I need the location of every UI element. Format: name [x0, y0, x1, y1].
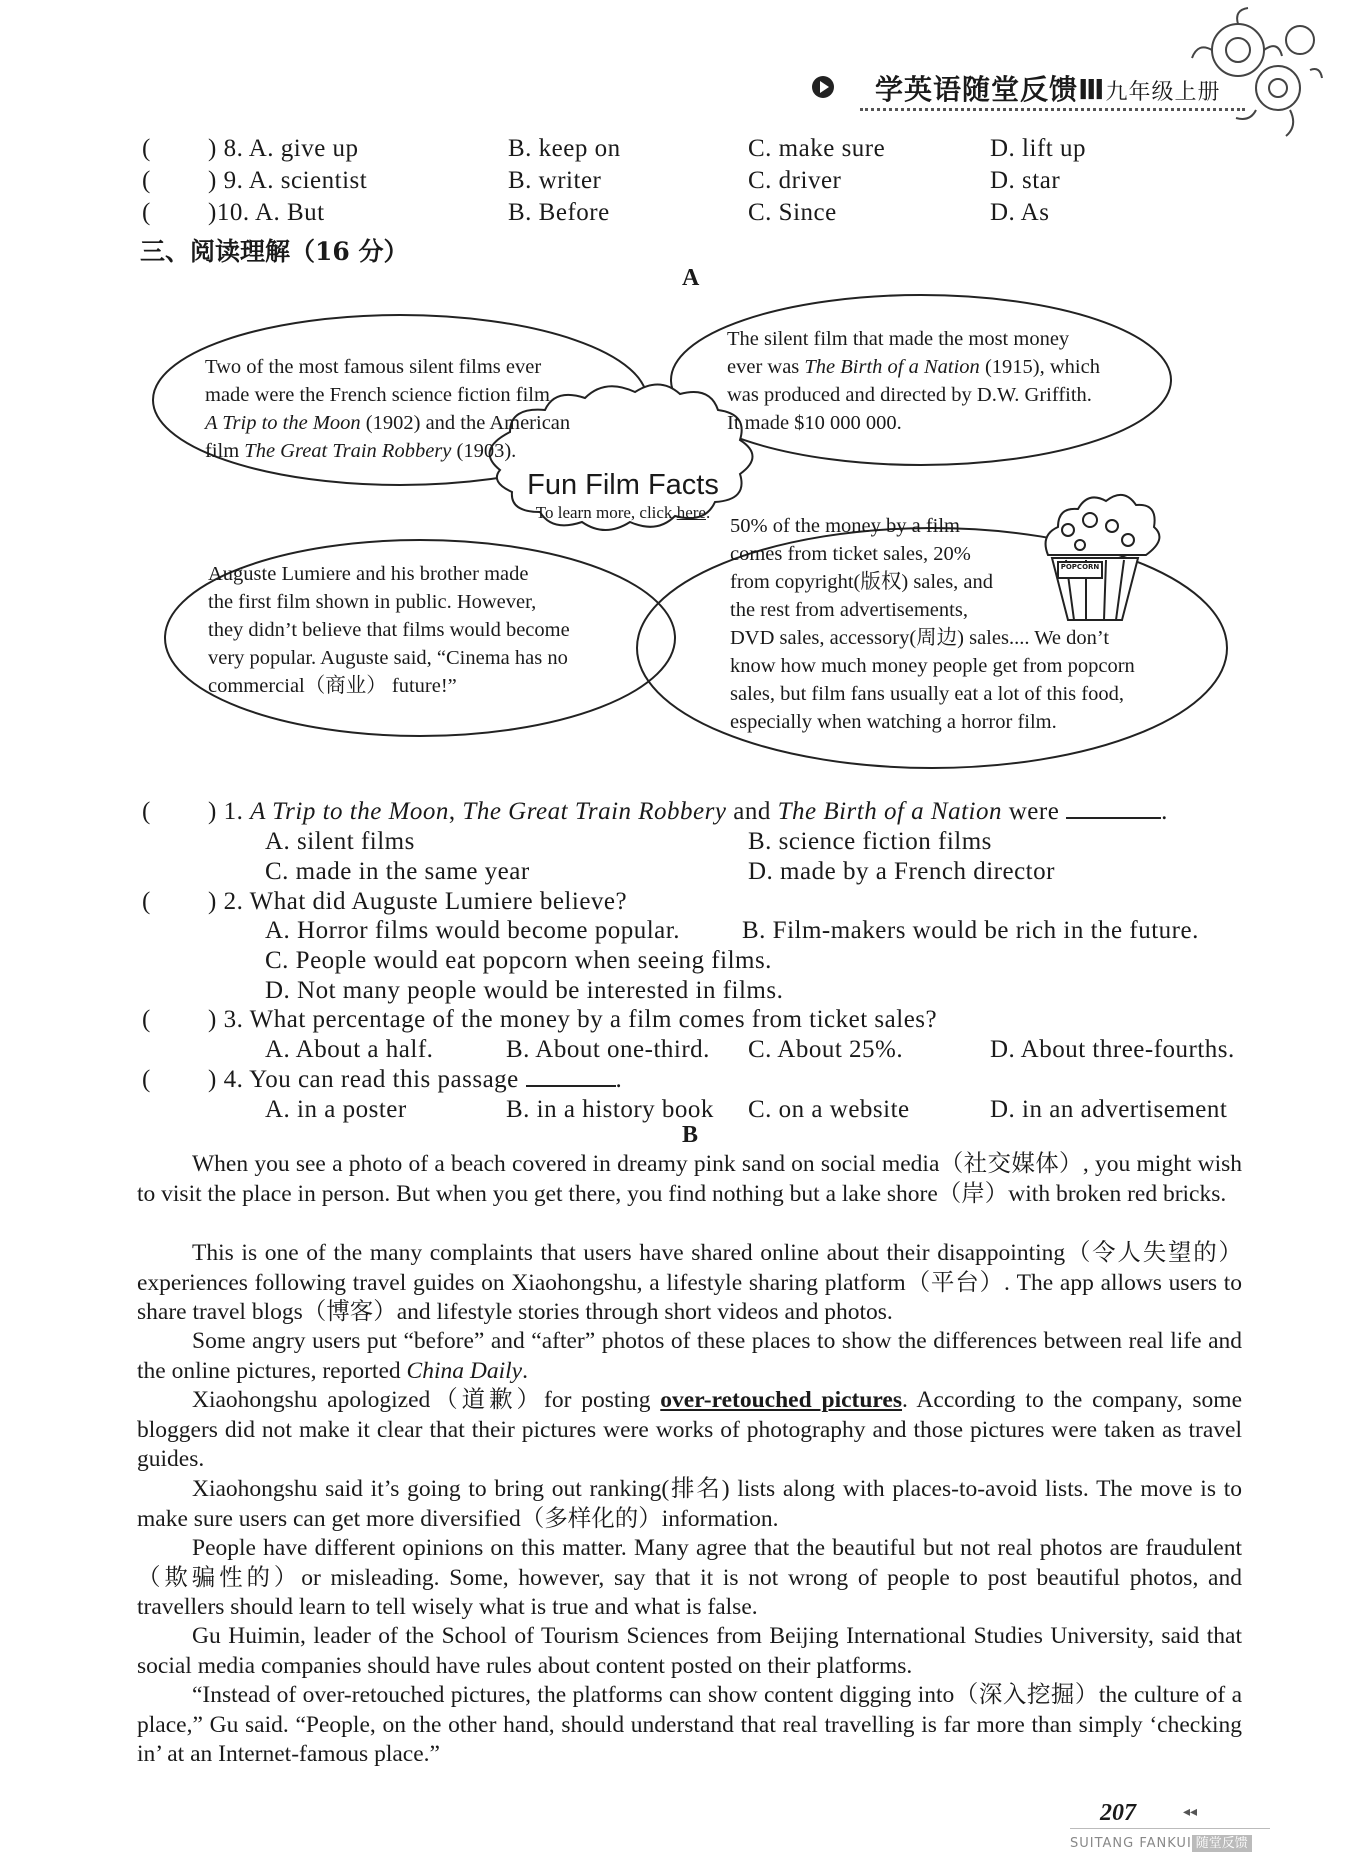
answer-paren[interactable]: (: [142, 798, 151, 825]
underlined-phrase: over-retouched pictures: [660, 1387, 903, 1413]
paragraph-text: . According to the company, some bloggers did not make it clear that their pictures were works of photography and those pictures were taken as travel guides.: [137, 1387, 1242, 1472]
option-c: C. make sure: [748, 135, 886, 162]
bubble-line: sales, but film fans usually eat a lot of this food,: [730, 683, 1124, 705]
bubble-line: know how much money people get from popcorn: [730, 655, 1135, 677]
bubble-line: the rest from advertisements,: [730, 599, 968, 621]
film-title-birth: The Birth of a Nation: [804, 356, 980, 378]
option-b: B. science fiction films: [748, 828, 992, 855]
option-a: A. About a half.: [265, 1036, 434, 1063]
bubble-line: especially when watching a horror film.: [730, 711, 1057, 733]
passage-b-paragraph-4: [137, 1386, 1242, 1475]
passage-b-paragraph-5: Xiaohongshu said it’s going to bring out ranking(排名) lists along with places-to-avoid lists. The move is to make sure users can get more diversified（多样化的）information.: [137, 1476, 1242, 1532]
option-d: D. About three-fourths.: [990, 1036, 1235, 1063]
bubble-line: film: [205, 440, 245, 462]
option-a: A. silent films: [265, 828, 415, 855]
bubble-line: from copyright(版权) sales, and: [730, 571, 994, 593]
learn-more-text: To learn more, click: [535, 503, 677, 522]
option-b: B. in a history book: [506, 1096, 714, 1123]
passage-a-label: A: [682, 265, 700, 291]
option-c: C. People would eat popcorn when seeing films.: [265, 947, 772, 974]
option-a: ) 8. A. give up: [208, 135, 359, 162]
bubble-line: (1902) and the American: [360, 412, 571, 434]
footer-brand-cn: 随堂反馈: [1192, 1835, 1252, 1852]
popcorn-label: POPCORN: [1060, 563, 1100, 571]
passage-b-paragraph-7: Gu Huimin, leader of the School of Tourism Sciences from Beijing International Studies University, said that social media companies should have rules about content posted on their platforms.: [137, 1623, 1242, 1679]
film-title-robbery: The Great Train Robbery: [244, 440, 452, 462]
passage-b-paragraph-8: “Instead of over-retouched pictures, the platforms can show content digging into（深入挖掘）the culture of a place,” Gu said. “People, on the other hand, should understand that real travelling is far more than simply ‘checking in’ at an Internet-famous place.”: [137, 1682, 1242, 1767]
separator: ,: [448, 798, 463, 825]
passage-b-paragraph-3: [137, 1327, 1242, 1386]
passage-b-label: B: [682, 1122, 699, 1148]
option-b: B. keep on: [508, 135, 621, 162]
option-b: B. About one-third.: [506, 1036, 710, 1063]
header-divider: [860, 108, 1245, 111]
answer-paren[interactable]: (: [142, 1006, 151, 1033]
bubble-1-text: [205, 353, 625, 465]
bubble-line: DVD sales, accessory(周边) sales.... We don’t: [730, 627, 1110, 649]
learn-more-period: .: [705, 503, 711, 522]
section-heading-reading: 三、阅读理解（16 分）: [140, 237, 409, 266]
page-number: 207: [1100, 1800, 1136, 1826]
option-b: B. writer: [508, 167, 602, 194]
question-stem: [208, 798, 1168, 826]
bubble-2-text: [727, 325, 1177, 437]
newspaper-name: China Daily: [406, 1357, 523, 1384]
question-stem-text: ) 4. You can read this passage: [208, 1066, 519, 1093]
film-title: A Trip to the Moon: [250, 798, 449, 825]
bubble-line: made were the French science fiction film: [205, 384, 550, 406]
bubble-line: Auguste Lumiere and his brother made: [208, 563, 529, 585]
option-a: )10. A. But: [208, 199, 325, 226]
bubble-line: (1915), which: [979, 356, 1100, 378]
bubble-3-text: [208, 560, 638, 700]
center-title-block: [508, 468, 738, 524]
option-d: D. made by a French director: [748, 858, 1055, 885]
option-c: C. Since: [748, 199, 837, 226]
option-d: D. lift up: [990, 135, 1086, 162]
stem-end: .: [615, 1066, 623, 1093]
option-d: D. As: [990, 199, 1050, 226]
paragraph-text: Some angry users put “before” and “after” photos of these places to show the differences between real life and the online pictures, reported: [137, 1328, 1242, 1384]
bubble-line: (1903).: [451, 440, 517, 462]
question-number: ) 1.: [208, 798, 251, 825]
page-header-title: [875, 68, 1221, 108]
footer-brand: [1070, 1832, 1252, 1852]
option-a: A. Horror films would become popular.: [265, 917, 680, 944]
passage-b-paragraph-6: People have different opinions on this matter. Many agree that the beautiful but not real photos are fraudulent（欺骗性的）or misleading. Some, however, say that it is not wrong of people to post beautiful photos, and travellers should learn to tell wisely what is true and what is false.: [137, 1535, 1242, 1620]
double-arrow-icon: ◂◂: [1183, 1805, 1198, 1820]
bubble-4-text: [730, 512, 1210, 736]
bubble-line: was produced and directed by D.W. Griffith.: [727, 384, 1092, 406]
header-subtitle: 九年级上册: [1105, 80, 1221, 105]
paragraph-text: Xiaohongshu apologized（道歉）for posting: [192, 1387, 661, 1413]
footer-brand-latin: SUITANG FANKUI: [1070, 1836, 1192, 1851]
passage-b-paragraph-1: When you see a photo of a beach covered in dreamy pink sand on social media（社交媒体）, you might wish to visit the place in person. But when you get there, you find nothing but a lake shore（岸）with broken red bricks.: [137, 1151, 1242, 1207]
option-a: ) 9. A. scientist: [208, 167, 368, 194]
question-stem: [208, 1066, 622, 1094]
bubble-line: Two of the most famous silent films ever: [205, 356, 542, 378]
header-title-text: 学英语随堂反馈Ⅲ: [875, 73, 1106, 106]
play-icon: [812, 76, 834, 98]
bubble-line: comes from ticket sales, 20%: [730, 543, 971, 565]
option-c: C. driver: [748, 167, 842, 194]
bubble-line: It made $10 000 000.: [727, 412, 902, 434]
answer-paren[interactable]: (: [142, 167, 151, 194]
bubble-line: very popular. Auguste said, “Cinema has no: [208, 647, 568, 669]
option-b: B. Film-makers would be rich in the future.: [742, 917, 1199, 944]
fun-film-facts-title: Fun Film Facts: [527, 469, 719, 501]
footer-rule: [1070, 1828, 1270, 1829]
answer-paren[interactable]: (: [142, 1066, 151, 1093]
conjunction: and: [726, 798, 778, 825]
option-d: D. star: [990, 167, 1061, 194]
option-d: D. Not many people would be interested in films.: [265, 977, 784, 1004]
stem-tail: were: [1001, 798, 1060, 825]
paragraph-text: .: [522, 1357, 528, 1384]
bubble-line: commercial（商业） future!”: [208, 675, 457, 697]
option-c: C. on a website: [748, 1096, 910, 1123]
here-link[interactable]: here: [676, 503, 706, 522]
question-stem: ) 2. What did Auguste Lumiere believe?: [208, 888, 628, 915]
film-title-trip: A Trip to the Moon: [205, 412, 361, 434]
option-c: C. made in the same year: [265, 858, 530, 885]
stem-end: .: [1161, 798, 1168, 825]
answer-paren[interactable]: (: [142, 135, 151, 162]
option-d: D. in an advertisement: [990, 1096, 1228, 1123]
passage-b-paragraph-2: This is one of the many complaints that users have shared online about their disappointing（令人失望的）experiences following travel guides on Xiaohongshu, a lifestyle sharing platform（平台）. The app allows users to share travel blogs（博客）and lifestyle stories through short videos and photos.: [137, 1240, 1242, 1325]
answer-paren[interactable]: (: [142, 199, 151, 226]
bubble-line: The silent film that made the most money: [727, 328, 1070, 350]
bubble-line: 50% of the money by a film: [730, 515, 961, 537]
bubble-line: the first film shown in public. However,: [208, 591, 537, 613]
option-b: B. Before: [508, 199, 610, 226]
film-title: The Birth of a Nation: [777, 798, 1002, 825]
question-stem: ) 3. What percentage of the money by a film comes from ticket sales?: [208, 1006, 938, 1033]
answer-paren[interactable]: (: [142, 888, 151, 915]
option-c: C. About 25%.: [748, 1036, 904, 1063]
film-title: The Great Train Robbery: [462, 798, 727, 825]
option-a: A. in a poster: [265, 1096, 407, 1123]
bubble-line: ever was: [727, 356, 805, 378]
answer-blank[interactable]: [526, 1085, 616, 1087]
bubble-line: they didn’t believe that films would become: [208, 619, 570, 641]
answer-blank[interactable]: [1066, 817, 1161, 819]
